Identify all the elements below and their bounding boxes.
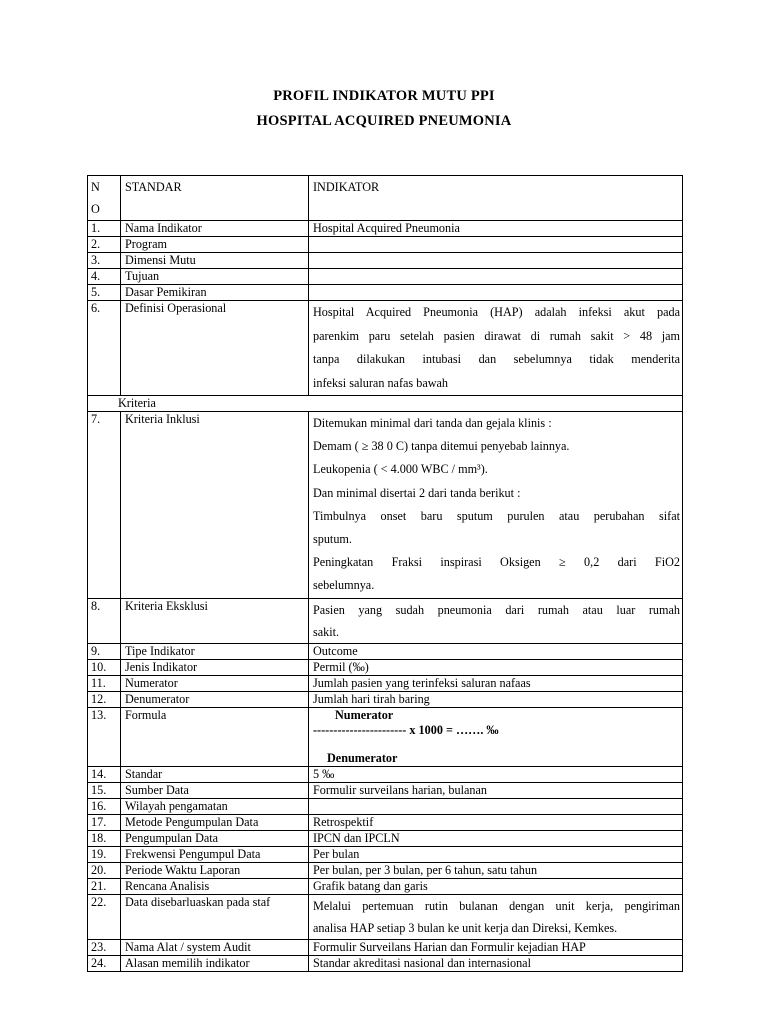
table-row [88, 643, 683, 659]
row-standar: Tipe Indikator [121, 643, 309, 659]
row-standar: Alasan memilih indikator [121, 955, 309, 971]
row-standar: Metode Pengumpulan Data [121, 814, 309, 830]
row-number: 15. [88, 782, 121, 798]
dissemination-line: analisa HAP setiap 3 bulan ke unit kerja dan Direksi, Kemkes. [313, 920, 618, 935]
exclusion-line: Pasien yang sudah pneumonia dari rumah atau luar rumah [313, 602, 680, 617]
row-indikator: Jumlah hari tirah baring [309, 691, 683, 707]
table-row [88, 285, 683, 301]
row-standar: Sumber Data [121, 782, 309, 798]
row-number: 3. [88, 253, 121, 269]
row-standar: Denumerator [121, 691, 309, 707]
table-row [88, 412, 683, 599]
row-indikator [309, 798, 683, 814]
row-number: 2. [88, 237, 121, 253]
formula-cell [309, 707, 683, 766]
row-indikator: Standar akreditasi nasional dan internasional [309, 955, 683, 971]
table-row [88, 798, 683, 814]
table-row [88, 301, 683, 396]
row-number: 7. [88, 412, 121, 599]
row-standar: Data disebarluaskan pada staf [121, 894, 309, 939]
row-indikator [309, 269, 683, 285]
row-indikator: Hospital Acquired Pneumonia [309, 221, 683, 237]
row-indikator: Permil (‰) [309, 659, 683, 675]
row-standar: Periode Waktu Laporan [121, 862, 309, 878]
row-standar: Dasar Pemikiran [121, 285, 309, 301]
row-indikator: Per bulan [309, 846, 683, 862]
definition-line: parenkim paru setelah pasien dirawat di rumah sakit > 48 jam [313, 328, 680, 343]
row-number: 13. [88, 707, 121, 766]
row-standar: Rencana Analisis [121, 878, 309, 894]
table-row [88, 955, 683, 971]
row-indikator [309, 253, 683, 269]
criteria-line: Peningkatan Fraksi inspirasi Oksigen ≥ 0,2 dari FiO2 [313, 555, 680, 570]
table-row [88, 830, 683, 846]
row-indikator: 5 ‰ [309, 766, 683, 782]
table-row [88, 878, 683, 894]
table-row [88, 782, 683, 798]
indicator-profile-table [87, 175, 683, 972]
table-header-row [88, 176, 683, 221]
row-number: 5. [88, 285, 121, 301]
row-standar: Pengumpulan Data [121, 830, 309, 846]
row-standar: Nama Alat / system Audit [121, 939, 309, 955]
row-number: 14. [88, 766, 121, 782]
criteria-line: Leukopenia ( < 4.000 WBC / mm³). [313, 462, 488, 477]
row-standar: Kriteria Inklusi [121, 412, 309, 599]
row-indikator: Formulir surveilans harian, bulanan [309, 782, 683, 798]
row-number: 21. [88, 878, 121, 894]
row-indikator [309, 598, 683, 643]
row-standar: Dimensi Mutu [121, 253, 309, 269]
row-indikator [309, 301, 683, 396]
exclusion-line: sakit. [313, 624, 340, 639]
row-standar: Nama Indikator [121, 221, 309, 237]
row-standar: Jenis Indikator [121, 659, 309, 675]
row-number: 18. [88, 830, 121, 846]
header-indikator: INDIKATOR [309, 176, 683, 221]
formula-numerator: Numerator [335, 707, 394, 722]
row-indikator: IPCN dan IPCLN [309, 830, 683, 846]
table-row [88, 659, 683, 675]
table-row [88, 237, 683, 253]
criteria-line: Demam ( ≥ 38 0 C) tanpa ditemui penyebab lainnya. [313, 439, 570, 454]
row-indikator: Jumlah pasien yang terinfeksi saluran nafaas [309, 675, 683, 691]
header-no-line1: N [91, 180, 100, 194]
definition-line: tanpa dilakukan intubasi dan sebelumnya tidak menderita [313, 352, 680, 366]
formula-denominator: Denumerator [327, 750, 398, 765]
table-row [88, 814, 683, 830]
row-number: 9. [88, 643, 121, 659]
row-number: 4. [88, 269, 121, 285]
row-number: 10. [88, 659, 121, 675]
table-row [88, 675, 683, 691]
kriteria-label: Kriteria [88, 396, 683, 412]
table-row [88, 766, 683, 782]
table-row [88, 846, 683, 862]
kriteria-section-row [88, 396, 683, 412]
row-standar: Tujuan [121, 269, 309, 285]
header-no [88, 176, 121, 221]
table-row [88, 598, 683, 643]
header-no-line2: O [91, 202, 100, 216]
row-number: 23. [88, 939, 121, 955]
criteria-line: sputum. [313, 532, 352, 547]
row-indikator: Grafik batang dan garis [309, 878, 683, 894]
row-indikator: Outcome [309, 643, 683, 659]
row-indikator [309, 237, 683, 253]
row-number: 16. [88, 798, 121, 814]
row-indikator [309, 894, 683, 939]
table-row [88, 939, 683, 955]
row-number: 24. [88, 955, 121, 971]
row-standar: Definisi Operasional [121, 301, 309, 396]
row-number: 11. [88, 675, 121, 691]
table-row [88, 862, 683, 878]
table-row [88, 221, 683, 237]
row-standar: Standar [121, 766, 309, 782]
row-standar: Wilayah pengamatan [121, 798, 309, 814]
row-indikator [309, 285, 683, 301]
header-standar: STANDAR [121, 176, 309, 221]
row-indikator [309, 412, 683, 599]
formula-fraction-line: ----------------------- x 1000 = ……. ‰ [313, 722, 499, 737]
row-number: 19. [88, 846, 121, 862]
criteria-line: sebelumnya. [313, 578, 375, 593]
row-number: 17. [88, 814, 121, 830]
table-row [88, 253, 683, 269]
definition-line: infeksi saluran nafas bawah [313, 375, 449, 390]
criteria-line: Timbulnya onset baru sputum purulen atau perubahan sifat [313, 508, 680, 523]
row-standar: Formula [121, 707, 309, 766]
row-number: 1. [88, 221, 121, 237]
row-standar: Numerator [121, 675, 309, 691]
dissemination-line: Melalui pertemuan rutin bulanan dengan unit kerja, pengiriman [313, 898, 680, 913]
row-number: 12. [88, 691, 121, 707]
row-number: 6. [88, 301, 121, 396]
row-indikator: Retrospektif [309, 814, 683, 830]
row-number: 8. [88, 598, 121, 643]
criteria-line: Ditemukan minimal dari tanda dan gejala klinis : [313, 416, 552, 430]
row-indikator: Formulir Surveilans Harian dan Formulir kejadian HAP [309, 939, 683, 955]
table-row [88, 707, 683, 766]
document-title: PROFIL INDIKATOR MUTU PPI [273, 88, 495, 104]
row-standar: Program [121, 237, 309, 253]
definition-line: Hospital Acquired Pneumonia (HAP) adalah infeksi akut pada [313, 305, 680, 319]
row-standar: Kriteria Eksklusi [121, 598, 309, 643]
criteria-line: Dan minimal disertai 2 dari tanda berikut : [313, 485, 521, 500]
row-number: 20. [88, 862, 121, 878]
row-standar: Frekwensi Pengumpul Data [121, 846, 309, 862]
document-subtitle: HOSPITAL ACQUIRED PNEUMONIA [256, 113, 512, 129]
table-row [88, 691, 683, 707]
row-indikator: Per bulan, per 3 bulan, per 6 tahun, satu tahun [309, 862, 683, 878]
row-number: 22. [88, 894, 121, 939]
table-row [88, 894, 683, 939]
table-row [88, 269, 683, 285]
